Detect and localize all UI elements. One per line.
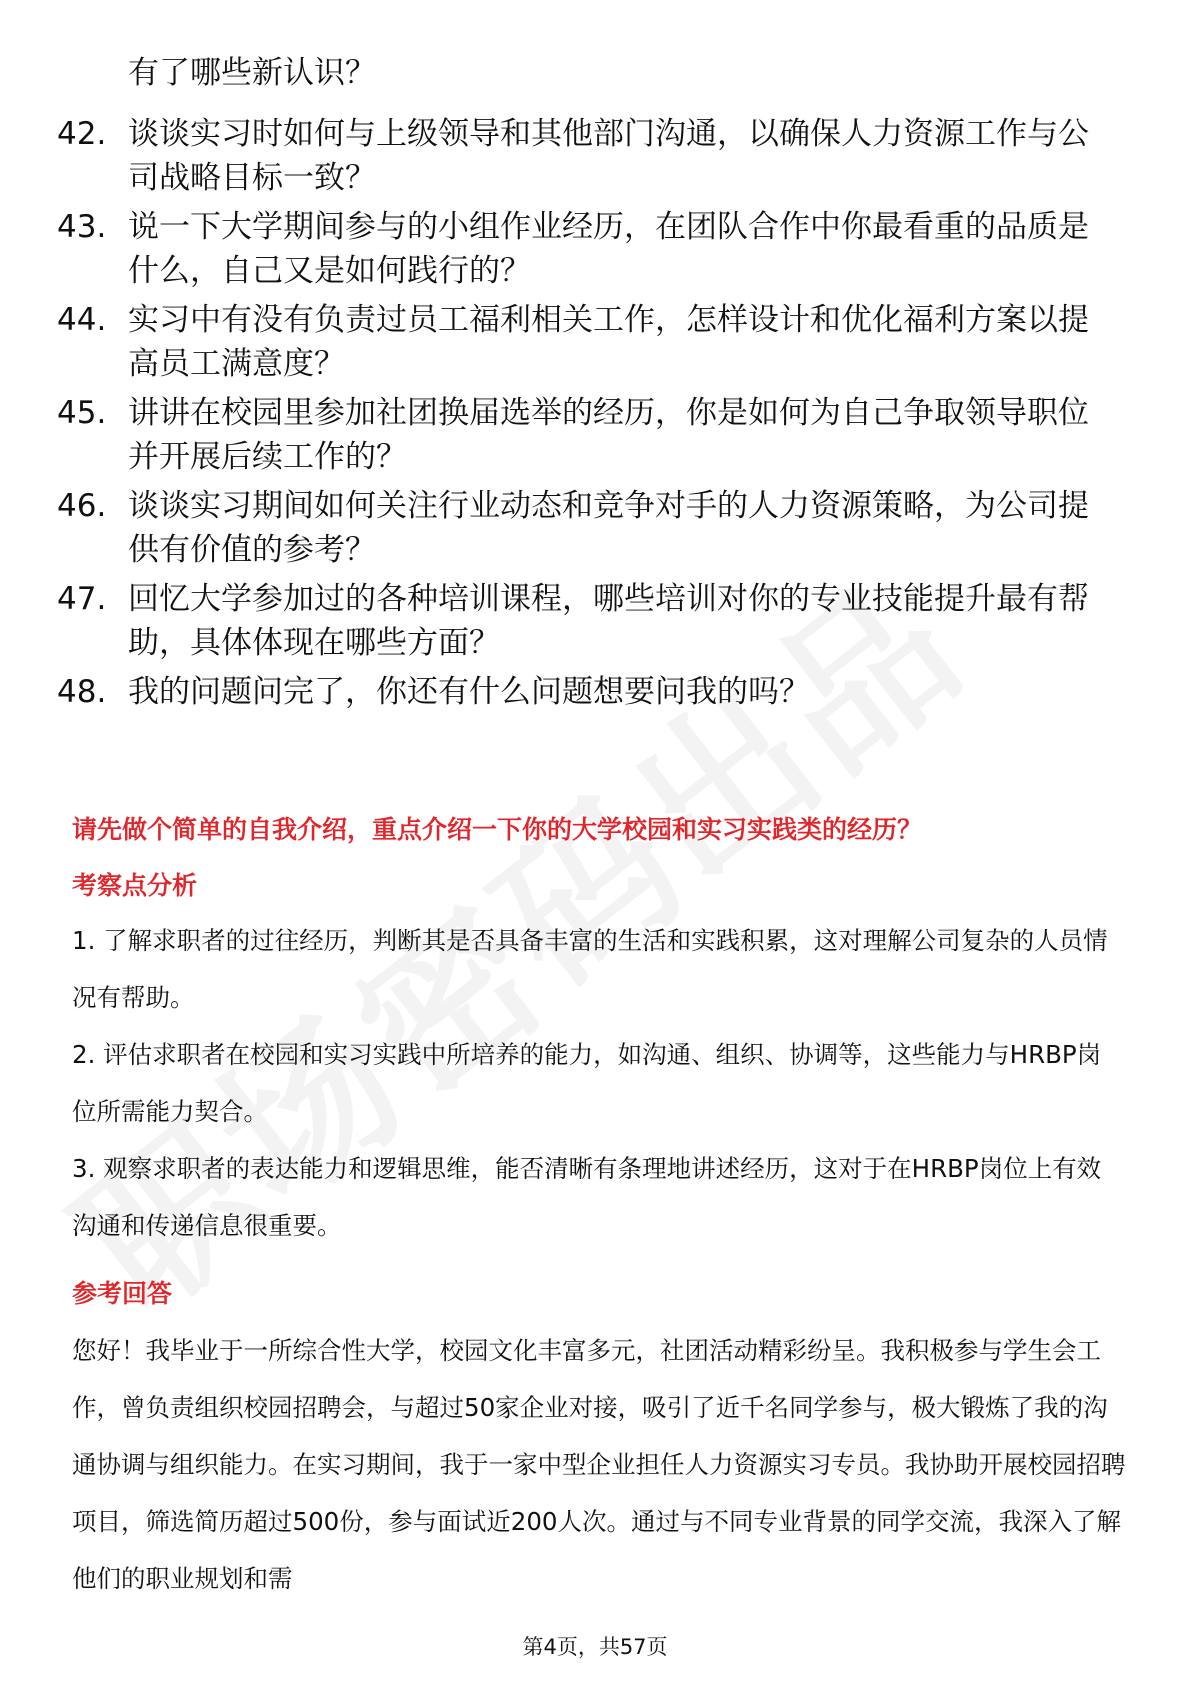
question-text: 我的问题问完了，你还有什么问题想要问我的吗？ xyxy=(128,674,810,710)
reference-answer-text: 您好！我毕业于一所综合性大学，校园文化丰富多元，社团活动精彩纷呈。我积极参与学生会工作，曾负责组织校园招聘会，与超过50家企业对接，吸引了近千名同学参与，极大锻炼了我的沟通协调与组织能力。在实习期间，我于一家中型企业担任人力资源实习专员。我协助开展校园招聘项目，筛选简历超过500份，参与面试近200人次。通过与不同专业背景的同学交流，我深入了解他们的职业规划和需 xyxy=(72,1336,1126,1593)
focus-question-heading: 请先做个简单的自我介绍，重点介绍一下你的大学校园和实习实践类的经历？ xyxy=(72,815,923,844)
question-number: 48. xyxy=(57,674,107,710)
analysis-heading: 考察点分析 xyxy=(72,871,198,900)
question-text: 讲讲在校园里参加社团换届选举的经历，你是如何为自己争取领导职位并开展后续工作的？ xyxy=(128,395,1089,475)
question-number: 42. xyxy=(57,116,107,152)
analysis-item: 3. 观察求职者的表达能力和逻辑思维，能否清晰有条理地讲述经历，这对于在HRBP岗位上有效沟通和传递信息很重要。 xyxy=(72,1154,1102,1240)
question-number: 43. xyxy=(57,209,107,245)
question-number: 44. xyxy=(57,302,107,338)
analysis-list xyxy=(72,912,1122,1254)
question-item-43 xyxy=(57,206,1137,293)
question-item-42 xyxy=(57,113,1137,200)
question-item-45 xyxy=(57,392,1137,479)
question-item-47 xyxy=(57,578,1137,665)
page-number-footer: 第4页，共57页 xyxy=(522,1635,668,1659)
question-item-44 xyxy=(57,299,1137,386)
question-text: 回忆大学参加过的各种培训课程，哪些培训对你的专业技能提升最有帮助，具体体现在哪些方面？ xyxy=(128,581,1089,661)
question-item-48 xyxy=(57,671,1137,715)
analysis-item: 1. 了解求职者的过往经历，判断其是否具备丰富的生活和实践积累，这对理解公司复杂的人员情况有帮助。 xyxy=(72,926,1108,1012)
question-number: 46. xyxy=(57,488,107,524)
question-continuation: 有了哪些新认识？ xyxy=(128,55,376,91)
question-number: 45. xyxy=(57,395,107,431)
question-item-46 xyxy=(57,485,1137,572)
reference-heading: 参考回答 xyxy=(72,1279,173,1308)
question-number: 47. xyxy=(57,581,107,617)
question-text: 实习中有没有负责过员工福利相关工作，怎样设计和优化福利方案以提高员工满意度？ xyxy=(128,302,1089,382)
question-list xyxy=(57,113,1137,721)
analysis-item: 2. 评估求职者在校园和实习实践中所培养的能力，如沟通、组织、协调等，这些能力与HRBP岗位所需能力契合。 xyxy=(72,1040,1102,1126)
question-text: 谈谈实习时如何与上级领导和其他部门沟通，以确保人力资源工作与公司战略目标一致？ xyxy=(128,116,1089,196)
question-text: 说一下大学期间参与的小组作业经历，在团队合作中你最看重的品质是什么，自己又是如何践行的？ xyxy=(128,209,1089,289)
question-text: 谈谈实习期间如何关注行业动态和竞争对手的人力资源策略，为公司提供有价值的参考？ xyxy=(128,488,1089,568)
